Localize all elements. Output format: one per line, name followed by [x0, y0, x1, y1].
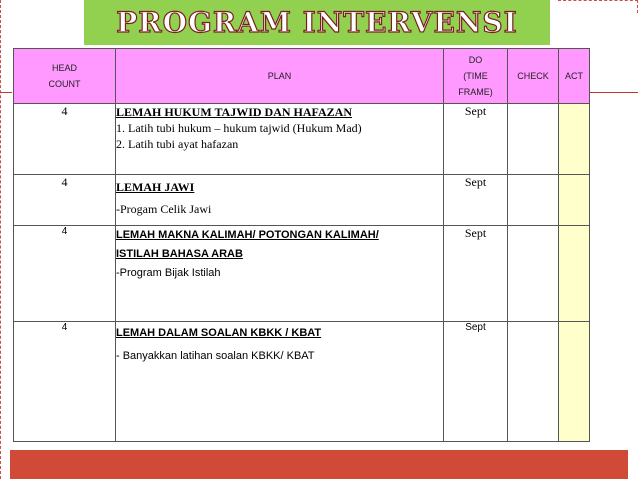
act-cell [559, 104, 590, 175]
plan-title: LEMAH HUKUM TAJWID DAN HAFAZAN [116, 105, 352, 119]
header-check: CHECK [508, 49, 559, 104]
act-cell [559, 175, 590, 226]
intervention-table [13, 48, 590, 442]
header-head-count: HEAD COUNT [14, 49, 116, 104]
plan-line: 1. Latih tubi hukum – hukum tajwid (Hukum Mad) [116, 121, 362, 135]
footer-bar [10, 450, 628, 479]
check-cell [508, 104, 559, 175]
title-banner [84, 0, 550, 45]
table-row [14, 175, 590, 226]
time-frame-cell: Sept [444, 104, 508, 175]
header-row [14, 49, 590, 104]
table-row [14, 104, 590, 175]
check-cell [508, 226, 559, 322]
act-cell [559, 322, 590, 442]
head-count-cell: 4 [14, 104, 116, 175]
act-cell [559, 226, 590, 322]
plan-line: - Banyakkan latihan soalan KBKK/ KBAT [116, 350, 315, 362]
plan-cell [116, 322, 444, 442]
plan-title-continued: ISTILAH BAHASA ARAB [116, 248, 243, 260]
plan-title: LEMAH JAWI [116, 180, 195, 194]
left-dashed-border [0, 0, 12, 479]
plan-cell [116, 175, 444, 226]
plan-cell [116, 104, 444, 175]
time-frame-cell: Sept [444, 226, 508, 322]
header-act: ACT [559, 49, 590, 104]
header-do: DO (TIME FRAME) [444, 49, 508, 104]
header-plan: PLAN [116, 49, 444, 104]
plan-title: LEMAH MAKNA KALIMAH/ POTONGAN KALIMAH/ [116, 229, 379, 241]
plan-line: -Program Bijak Istilah [116, 267, 221, 279]
time-frame-cell: Sept [444, 322, 508, 442]
head-count-cell: 4 [14, 322, 116, 442]
plan-line: 2. Latih tubi ayat hafazan [116, 137, 239, 151]
time-frame-cell: Sept [444, 175, 508, 226]
plan-cell [116, 226, 444, 322]
plan-line: -Progam Celik Jawi [116, 202, 212, 216]
table-row [14, 322, 590, 442]
table-row [14, 226, 590, 322]
top-right-dashed-corner [558, 0, 638, 13]
red-rule-left [0, 92, 12, 93]
page-title: PROGRAM INTERVENSI [116, 6, 518, 39]
head-count-cell: 4 [14, 226, 116, 322]
check-cell [508, 322, 559, 442]
plan-title: LEMAH DALAM SOALAN KBKK / KBAT [116, 327, 322, 339]
red-rule-right [588, 92, 638, 93]
head-count-cell: 4 [14, 175, 116, 226]
check-cell [508, 175, 559, 226]
